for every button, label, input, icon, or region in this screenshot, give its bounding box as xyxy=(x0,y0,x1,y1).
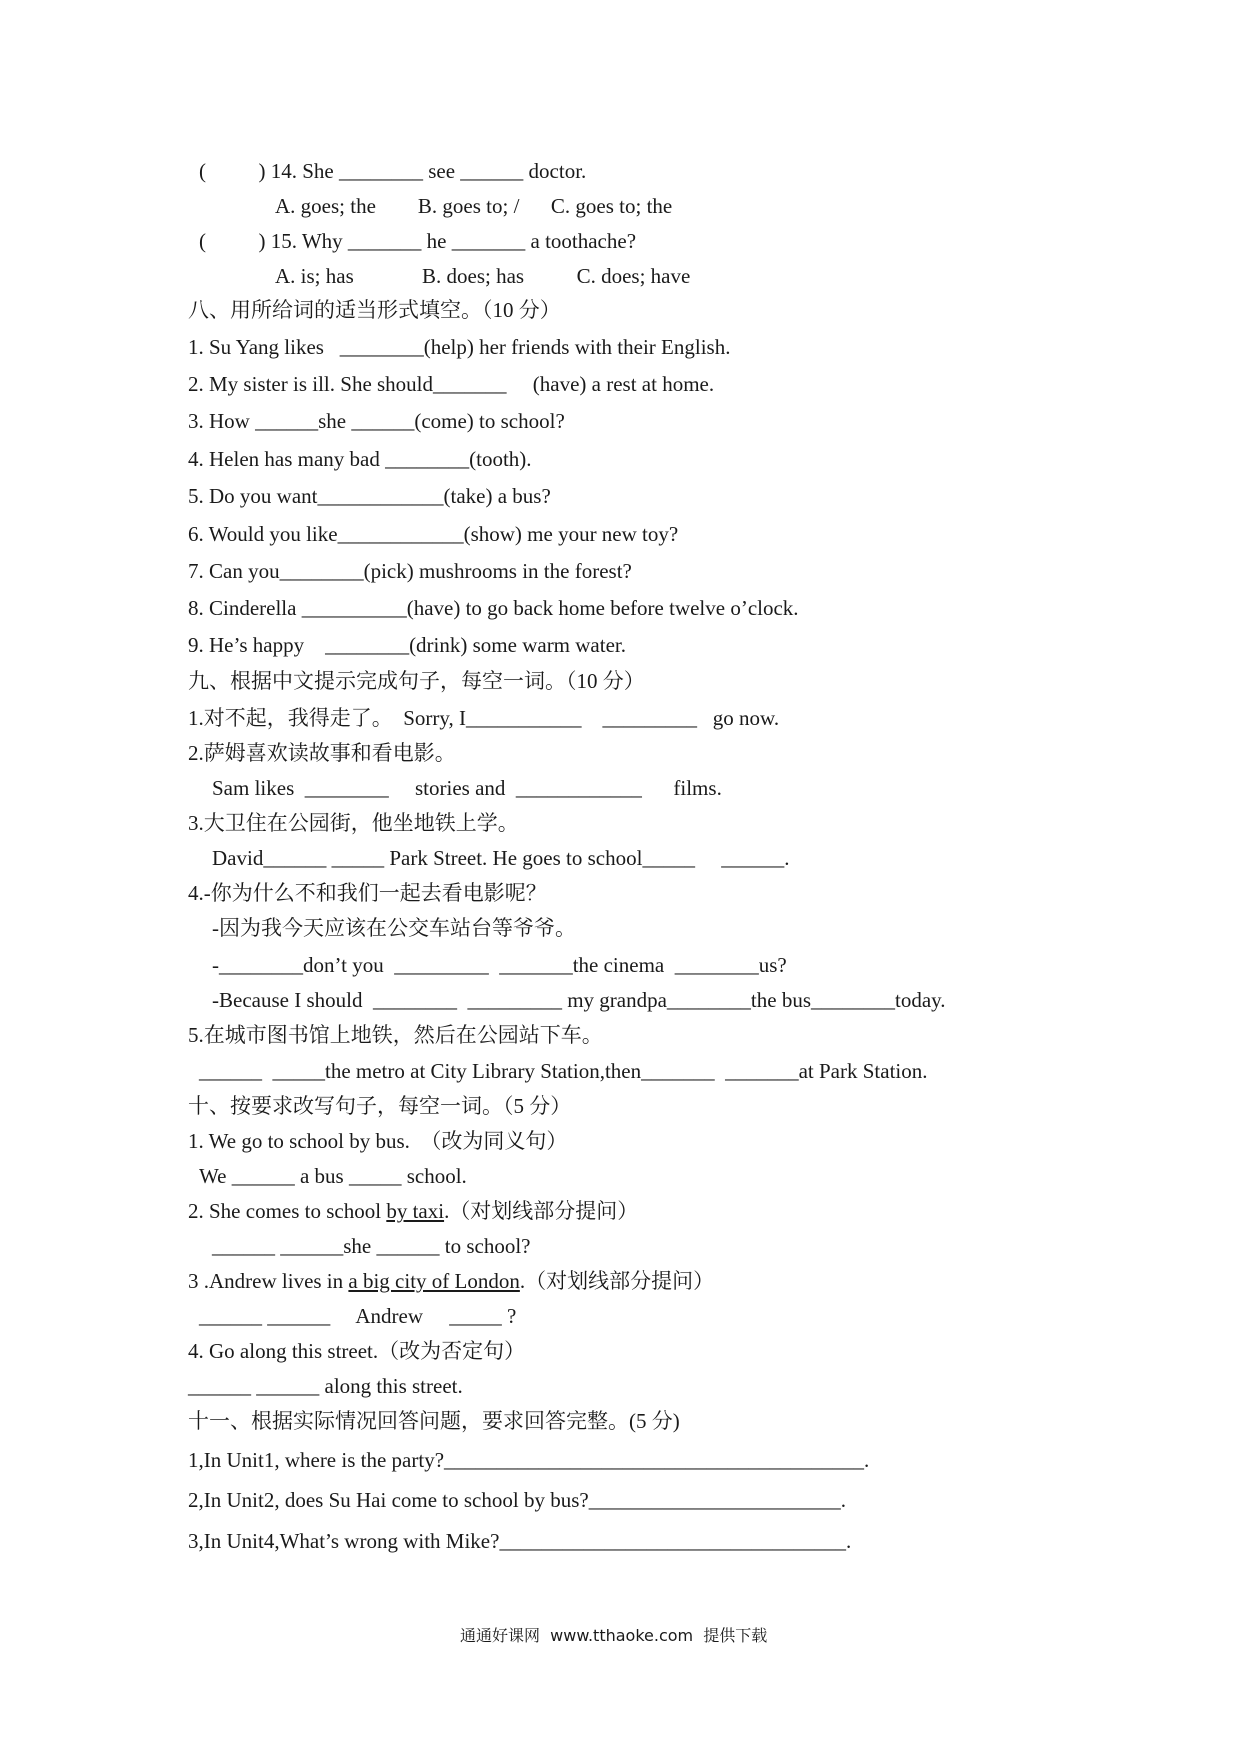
page-footer: 通通好课网 www.tthaoke.com 提供下载 xyxy=(460,1626,768,1645)
s10-line-3-instruction: .（对划线部分提问） xyxy=(444,1199,639,1223)
section-8-title: 八、用所给词的适当形式填空。（10 分） xyxy=(188,298,561,322)
s8-item-3: 3. How ______she ______(come) to school? xyxy=(188,409,565,433)
s9-line-4: 3.大卫住在公园街，他坐地铁上学。 xyxy=(188,811,519,835)
s8-item-6: 6. Would you like____________(show) me your new toy? xyxy=(188,522,679,546)
s9-line-1: 1.对不起，我得走了。 Sorry, I___________ _________ go now. xyxy=(188,706,780,730)
s10-line-4: ______ ______she ______ to school? xyxy=(212,1234,531,1258)
question-15-options: A. is; has B. does; has C. does; have xyxy=(275,264,691,288)
s8-item-2: 2. My sister is ill. She should_______ (have) a rest at home. xyxy=(188,372,715,396)
s10-line-8: ______ ______ along this street. xyxy=(188,1374,463,1398)
s9-line-11: ______ _____the metro at City Library Station,then_______ _______at Park Station. xyxy=(199,1059,928,1083)
s8-item-7: 7. Can you________(pick) mushrooms in the forest? xyxy=(188,559,632,583)
s9-line-3: Sam likes ________ stories and ____________ films. xyxy=(212,776,722,800)
s10-line-5-text: 3 .Andrew lives in xyxy=(188,1269,349,1293)
section-11-title: 十一、根据实际情况回答问题，要求回答完整。(5 分) xyxy=(188,1409,680,1433)
s8-item-1: 1. Su Yang likes ________(help) her friends with their English. xyxy=(188,335,731,359)
s10-line-7: 4. Go along this street.（改为否定句） xyxy=(188,1339,526,1363)
s10-line-3-underlined: by taxi xyxy=(386,1199,445,1223)
s8-item-8: 8. Cinderella __________(have) to go back home before twelve o’clock. xyxy=(188,596,799,620)
s8-item-4: 4. Helen has many bad ________(tooth). xyxy=(188,447,532,471)
s10-line-3-text: 2. She comes to school xyxy=(188,1199,387,1223)
s8-item-5: 5. Do you want____________(take) a bus? xyxy=(188,484,551,508)
s9-line-8: -________don’t you _________ _______the cinema ________us? xyxy=(212,953,787,977)
question-15: ( ) 15. Why _______ he _______ a toothache? xyxy=(199,229,637,253)
s10-line-6: ______ ______ Andrew _____ ? xyxy=(199,1304,517,1328)
s9-line-2: 2.萨姆喜欢读故事和看电影。 xyxy=(188,741,456,765)
s9-line-5: David______ _____ Park Street. He goes to school_____ ______. xyxy=(212,846,790,870)
s9-line-7: -因为我今天应该在公交车站台等爷爷。 xyxy=(212,916,576,940)
s10-line-5 xyxy=(188,1268,714,1294)
s10-line-2: We ______ a bus _____ school. xyxy=(199,1164,467,1188)
s9-line-10: 5.在城市图书馆上地铁，然后在公园站下车。 xyxy=(188,1023,603,1047)
section-9-title: 九、根据中文提示完成句子，每空一词。（10 分） xyxy=(188,669,645,693)
s10-line-5-underlined: a big city of London xyxy=(348,1269,520,1293)
s10-line-3 xyxy=(188,1198,638,1224)
s8-item-9: 9. He’s happy ________(drink) some warm water. xyxy=(188,633,626,657)
question-14: ( ) 14. She ________ see ______ doctor. xyxy=(199,159,587,183)
s11-line-3: 3,In Unit4,What’s wrong with Mike?_________________________________. xyxy=(188,1529,852,1553)
s10-line-1: 1. We go to school by bus. （改为同义句） xyxy=(188,1129,568,1153)
s9-line-9: -Because I should ________ _________ my grandpa________the bus________today. xyxy=(212,988,946,1012)
section-10-title: 十、按要求改写句子，每空一词。（5 分） xyxy=(188,1094,572,1118)
s11-line-2: 2,In Unit2, does Su Hai come to school by bus?________________________. xyxy=(188,1488,846,1512)
s9-line-6: 4.-你为什么不和我们一起去看电影呢？ xyxy=(188,881,547,905)
s11-line-1: 1,In Unit1, where is the party?________________________________________. xyxy=(188,1448,870,1472)
s10-line-5-instruction: .（对划线部分提问） xyxy=(519,1269,715,1293)
question-14-options: A. goes; the B. goes to; / C. goes to; the xyxy=(275,194,673,218)
